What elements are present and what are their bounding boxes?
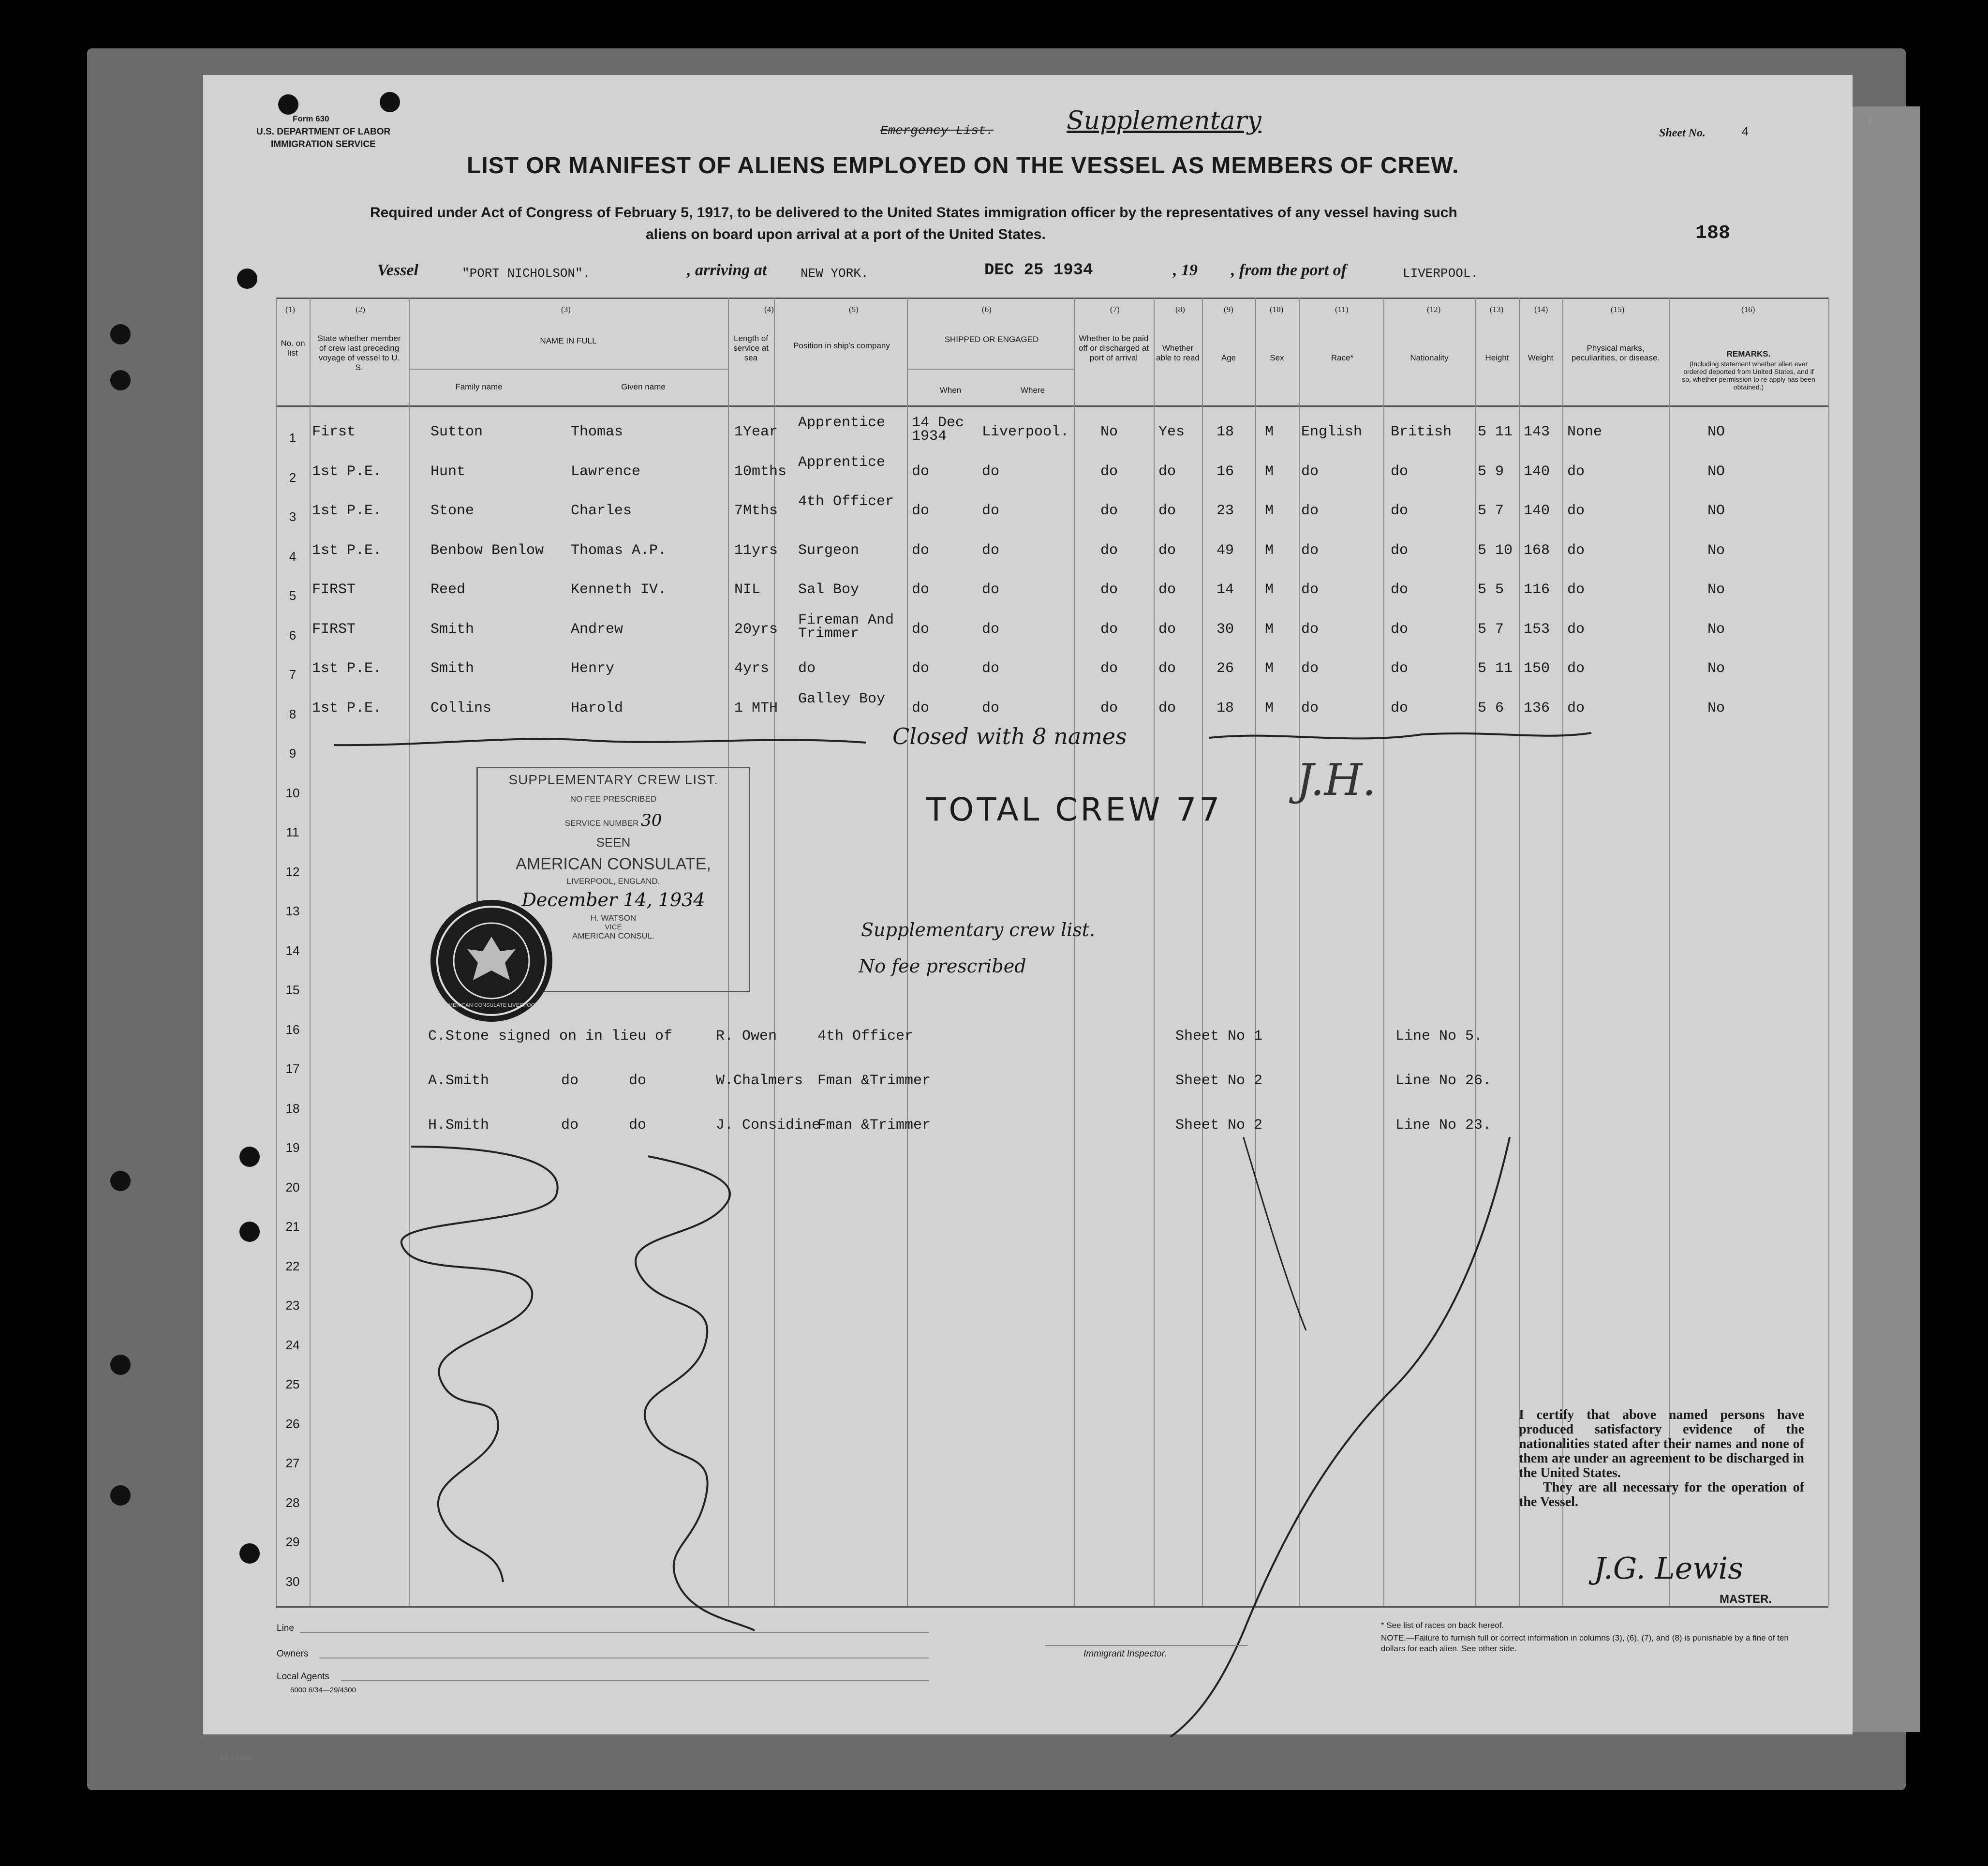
crew-nationality: do: [1391, 542, 1409, 559]
crew-remarks: NO: [1707, 424, 1725, 440]
footer-line-rule: [300, 1632, 929, 1633]
crew-race: do: [1301, 542, 1319, 559]
header-weight: Weight: [1528, 353, 1554, 362]
total-crew: TOTAL CREW 77: [926, 791, 1223, 828]
stamp-service-number-value: 30: [641, 811, 662, 830]
crew-race: do: [1301, 582, 1319, 598]
stamp-title: SUPPLEMENTARY CREW LIST.: [508, 772, 718, 787]
col-rule: [1828, 298, 1829, 1606]
crew-race: do: [1301, 463, 1319, 480]
shipped-header-rule: [907, 369, 1074, 370]
crew-position: Apprentice: [798, 415, 886, 431]
punch-hole: [239, 1222, 260, 1242]
sub-in-lieu: signed on in lieu of: [498, 1028, 673, 1045]
row-number: 24: [285, 1337, 300, 1352]
crew-position: Galley Boy: [798, 690, 886, 707]
crew-given-name: Charles: [571, 503, 632, 519]
master-signature: J.G. Lewis: [1594, 1551, 1744, 1586]
row-number: 17: [285, 1061, 300, 1076]
row-number: 19: [285, 1140, 300, 1155]
stamp-title2: VICE: [605, 923, 622, 931]
crew-nationality: do: [1391, 582, 1409, 598]
col-number: (11): [1335, 305, 1349, 314]
page-number: 188: [1695, 223, 1731, 244]
crew-remarks: NO: [1707, 503, 1725, 519]
crew-able-read: do: [1158, 621, 1176, 638]
crew-paid-off: do: [1100, 503, 1118, 519]
row-number: 11: [286, 825, 299, 839]
crew-paid-off: do: [1100, 660, 1118, 677]
row-number: 12: [285, 864, 300, 879]
crew-weight: 143: [1524, 424, 1550, 440]
row-number: 30: [285, 1574, 300, 1589]
header-given-name: Given name: [621, 382, 666, 391]
crew-race: do: [1301, 503, 1319, 519]
crew-shipped-where: do: [982, 621, 1000, 638]
row-number: 23: [285, 1298, 300, 1313]
header-height: Height: [1485, 353, 1509, 362]
crew-remarks: No: [1707, 582, 1725, 598]
certification-necessary: They are all necessary for the operation of the Vessel.: [1519, 1480, 1804, 1509]
crew-weight: 136: [1524, 700, 1550, 717]
corner-mark: 3: [1866, 115, 1871, 127]
sub-crew-name: H.Smith: [428, 1117, 490, 1134]
col-number: (12): [1427, 305, 1441, 314]
crew-age: 30: [1217, 621, 1234, 638]
crew-sex: M: [1265, 542, 1274, 559]
crew-physical-marks: do: [1567, 582, 1585, 598]
stamp-service-number: [478, 811, 749, 830]
crew-weight: 140: [1524, 463, 1550, 480]
crew-position: Fireman And Trimmer: [798, 612, 894, 642]
crew-able-read: do: [1158, 660, 1176, 677]
header-able-read: Whether able to read: [1156, 343, 1200, 362]
list-type-struck: Emergency List.: [880, 123, 994, 138]
col-number: (3): [561, 305, 571, 314]
crew-shipped-when: do: [912, 542, 930, 559]
service-name: IMMIGRATION SERVICE: [271, 139, 376, 149]
crew-state: 1st P.E.: [312, 463, 382, 480]
crew-height: 5 10: [1478, 542, 1513, 559]
header-length-service: Length of service at sea: [733, 334, 769, 362]
crew-height: 5 11: [1478, 424, 1513, 440]
footer-inspector: Immigrant Inspector.: [1083, 1649, 1167, 1659]
crew-nationality: British: [1391, 424, 1452, 440]
crew-race: do: [1301, 700, 1319, 717]
sub-sheet: Sheet No 2: [1175, 1117, 1263, 1134]
crew-race: do: [1301, 621, 1319, 638]
crew-service-length: 1 MTH: [734, 700, 778, 717]
punch-hole: [110, 1355, 131, 1375]
crew-able-read: do: [1158, 582, 1176, 598]
header-age: Age: [1221, 353, 1236, 362]
sub-replaced-name: W.Chalmers: [716, 1073, 803, 1089]
header-remarks: REMARKS.: [1726, 349, 1771, 358]
crew-sex: M: [1265, 582, 1274, 598]
crew-paid-off: do: [1100, 463, 1118, 480]
crew-service-length: NIL: [734, 582, 761, 598]
crew-shipped-where: Liverpool.: [982, 424, 1069, 440]
crew-remarks: NO: [1707, 463, 1725, 480]
col-number: (9): [1224, 305, 1233, 314]
from-label: , from the port of: [1231, 261, 1347, 279]
crew-height: 5 7: [1478, 503, 1504, 519]
footer-owners-rule: [319, 1657, 929, 1658]
vessel-name: "PORT NICHOLSON".: [462, 266, 591, 281]
sub-position: Fman &Trimmer: [817, 1073, 931, 1089]
header-where: Where: [1020, 386, 1045, 395]
crew-given-name: Thomas: [571, 424, 623, 440]
crew-able-read: Yes: [1158, 424, 1185, 440]
header-physical: Physical marks, peculiarities, or disease.: [1571, 343, 1660, 362]
crew-sex: M: [1265, 424, 1274, 440]
crew-position: do: [798, 660, 816, 677]
sub-in-lieu: do: [561, 1073, 579, 1089]
row-number: 26: [285, 1416, 300, 1431]
crew-physical-marks: None: [1567, 424, 1602, 440]
inspector-initials: J.H.: [1296, 755, 1376, 806]
crew-sex: M: [1265, 700, 1274, 717]
header-paid-off: Whether to be paid off or discharged at port of arrival: [1078, 334, 1149, 362]
crew-nationality: do: [1391, 621, 1409, 638]
crew-able-read: do: [1158, 700, 1176, 717]
crew-service-length: 7Mths: [734, 503, 778, 519]
crew-family-name: Sutton: [430, 424, 483, 440]
crew-paid-off: No: [1100, 424, 1118, 440]
header-when: When: [939, 386, 962, 395]
header-shipped: SHIPPED OR ENGAGED: [944, 335, 1039, 344]
crew-shipped-when: do: [912, 700, 930, 717]
sheet-number: 4: [1741, 125, 1749, 139]
col-number: (16): [1741, 305, 1755, 314]
crew-race: do: [1301, 660, 1319, 677]
row-number: 7: [289, 667, 297, 682]
crew-family-name: Hunt: [430, 463, 466, 480]
col-number: (7): [1110, 305, 1120, 314]
col-number: (1): [285, 305, 295, 314]
crew-shipped-when: do: [912, 582, 930, 598]
row-number: 14: [285, 943, 300, 958]
row-number: 6: [289, 627, 297, 642]
certification-statement: I certify that above named persons have produced satisfactory evidence of the nationalities stated after their names and none of them are under an agreement to be discharged in the United States.: [1519, 1407, 1804, 1480]
col-rule: [276, 298, 277, 1606]
crew-physical-marks: do: [1567, 621, 1585, 638]
page-title: LIST OR MANIFEST OF ALIENS EMPLOYED ON THE VESSEL AS MEMBERS OF CREW.: [467, 153, 1459, 179]
row-number: 2: [289, 470, 297, 485]
crew-state: FIRST: [312, 582, 356, 598]
row-number: 15: [285, 983, 300, 997]
row-number: 21: [285, 1219, 300, 1234]
row-number: 9: [289, 746, 297, 761]
crew-family-name: Smith: [430, 621, 475, 638]
crew-service-length: 11yrs: [734, 542, 778, 559]
sub-crew-name: A.Smith: [428, 1073, 490, 1089]
crew-age: 49: [1217, 542, 1234, 559]
crew-shipped-where: do: [982, 463, 1000, 480]
sub-sheet: Sheet No 2: [1175, 1073, 1263, 1089]
crew-given-name: Andrew: [571, 621, 623, 638]
col-number: (13): [1490, 305, 1504, 314]
col-number: (10): [1270, 305, 1284, 314]
crew-physical-marks: do: [1567, 463, 1585, 480]
row-number: 13: [285, 904, 300, 918]
arriving-label: , arriving at: [687, 261, 767, 279]
col-number: (8): [1175, 305, 1185, 314]
row-number: 10: [285, 785, 300, 800]
header-sex: Sex: [1270, 353, 1284, 362]
crew-remarks: No: [1707, 700, 1725, 717]
header-nationality: Nationality: [1410, 353, 1449, 362]
master-label: MASTER.: [1720, 1593, 1772, 1606]
crew-family-name: Reed: [430, 582, 466, 598]
arrival-date-stamp: DEC 25 1934: [984, 261, 1093, 280]
col-number: (6): [982, 305, 992, 314]
crew-state: 1st P.E.: [312, 503, 382, 519]
crew-nationality: do: [1391, 700, 1409, 717]
crew-position: Sal Boy: [798, 582, 860, 598]
crew-family-name: Collins: [430, 700, 492, 717]
crew-weight: 140: [1524, 503, 1550, 519]
inspector-rule: [1045, 1645, 1248, 1646]
header-position: Position in ship's company: [793, 341, 890, 350]
crew-family-name: Smith: [430, 660, 475, 677]
crew-shipped-when: 14 Dec 1934: [912, 415, 964, 445]
row-number: 8: [289, 706, 297, 721]
crew-age: 18: [1217, 424, 1234, 440]
crew-weight: 168: [1524, 542, 1550, 559]
crew-shipped-when: do: [912, 503, 930, 519]
eagle-seal-icon: [433, 903, 549, 1019]
crew-family-name: Stone: [430, 503, 475, 519]
crew-position: Apprentice: [798, 454, 886, 471]
crew-shipped-where: do: [982, 700, 1000, 717]
crew-age: 14: [1217, 582, 1234, 598]
stamp-seen: SEEN: [596, 835, 631, 850]
punch-hole: [110, 324, 131, 344]
crew-sex: M: [1265, 463, 1274, 480]
sub-sheet: Sheet No 1: [1175, 1028, 1263, 1045]
sub-in-lieu: do: [561, 1117, 579, 1134]
row-number: 28: [285, 1495, 300, 1510]
header-no-on-list: No. on list: [281, 339, 305, 358]
sub-line: Line No 23.: [1395, 1117, 1492, 1134]
col-rule: [310, 298, 311, 1606]
sub-crew-name: C.Stone: [428, 1028, 490, 1045]
crew-age: 23: [1217, 503, 1234, 519]
crew-nationality: do: [1391, 660, 1409, 677]
crew-shipped-where: do: [982, 660, 1000, 677]
row-number: 22: [285, 1258, 300, 1273]
row-number: 25: [285, 1377, 300, 1391]
col-number: (15): [1611, 305, 1625, 314]
crew-paid-off: do: [1100, 582, 1118, 598]
crew-sex: M: [1265, 660, 1274, 677]
form-number: Form 630: [293, 114, 329, 123]
row-number: 18: [285, 1101, 300, 1116]
crew-able-read: do: [1158, 542, 1176, 559]
punch-hole: [110, 1171, 131, 1191]
crew-physical-marks: do: [1567, 503, 1585, 519]
stamp-consulate: AMERICAN CONSULATE,: [516, 855, 711, 873]
sub-ditto: do: [629, 1073, 647, 1089]
crew-shipped-where: do: [982, 542, 1000, 559]
footer-local-agents: Local Agents: [277, 1672, 329, 1682]
row-number: 5: [289, 588, 297, 603]
row-number: 27: [285, 1456, 300, 1470]
sub-line: Line No 26.: [1395, 1073, 1492, 1089]
crew-paid-off: do: [1100, 542, 1118, 559]
row-number: 1: [289, 431, 297, 445]
crew-shipped-where: do: [982, 503, 1000, 519]
crew-weight: 150: [1524, 660, 1550, 677]
name-header-rule: [409, 369, 728, 370]
footer-owners: Owners: [277, 1649, 309, 1659]
crew-age: 18: [1217, 700, 1234, 717]
crew-shipped-where: do: [982, 582, 1000, 598]
crew-nationality: do: [1391, 503, 1409, 519]
consulate-seal: [430, 900, 552, 1022]
crew-height: 5 9: [1478, 463, 1504, 480]
crew-shipped-when: do: [912, 621, 930, 638]
punch-hole: [278, 94, 298, 115]
stamp-date: December 14, 1934: [521, 889, 705, 911]
crew-given-name: Lawrence: [571, 463, 641, 480]
crew-weight: 116: [1524, 582, 1550, 598]
crew-state: 1st P.E.: [312, 700, 382, 717]
punch-hole: [239, 1147, 260, 1167]
table-top-rule: [276, 298, 1828, 299]
crew-height: 5 6: [1478, 700, 1504, 717]
crew-physical-marks: do: [1567, 700, 1585, 717]
stamp-consul: AMERICAN CONSUL.: [572, 931, 655, 940]
list-type-handwritten: Supplementary: [1067, 106, 1261, 135]
row-number: 4: [289, 549, 297, 564]
crew-sex: M: [1265, 621, 1274, 638]
crew-race: English: [1301, 424, 1363, 440]
stamp-officer: H. WATSON: [590, 913, 637, 923]
header-race: Race*: [1331, 353, 1354, 362]
row-number: 16: [285, 1022, 300, 1037]
crew-state: FIRST: [312, 621, 356, 638]
crew-position: 4th Officer: [798, 493, 894, 510]
punch-hole: [239, 1543, 260, 1564]
crew-state: 1st P.E.: [312, 660, 382, 677]
crew-sex: M: [1265, 503, 1274, 519]
crew-remarks: No: [1707, 621, 1725, 638]
sub-replaced-name: J. Considine: [716, 1117, 821, 1134]
col-number: (2): [356, 305, 365, 314]
crew-state: 1st P.E.: [312, 542, 382, 559]
crew-age: 16: [1217, 463, 1234, 480]
col-number: (14): [1534, 305, 1548, 314]
department-name: U.S. DEPARTMENT OF LABOR: [256, 127, 391, 137]
col-number: (5): [849, 305, 859, 314]
crew-given-name: Henry: [571, 660, 615, 677]
crew-paid-off: do: [1100, 700, 1118, 717]
subtitle-line-1: Required under Act of Congress of February 5, 1917, to be delivered to the United States immigration officer by the representatives of any vessel having such: [370, 205, 1457, 221]
crew-shipped-when: do: [912, 463, 930, 480]
subtitle-line-2: aliens on board upon arrival at a port of the United States.: [646, 226, 1046, 242]
arriving-port: NEW YORK.: [801, 266, 869, 281]
crew-able-read: do: [1158, 503, 1176, 519]
certification-text: [1519, 1408, 1804, 1509]
row-number: 3: [289, 509, 297, 524]
crew-paid-off: do: [1100, 621, 1118, 638]
crew-position: Surgeon: [798, 542, 860, 559]
crew-able-read: do: [1158, 463, 1176, 480]
stamp-location: LIVERPOOL, ENGLAND.: [566, 877, 660, 886]
supplementary-note-line-1: Supplementary crew list.: [861, 919, 1096, 940]
footer-races-note: * See list of races on back hereof.: [1381, 1621, 1504, 1630]
crew-height: 5 11: [1478, 660, 1513, 677]
crew-service-length: 10mths: [734, 463, 787, 480]
sheet-label: Sheet No.: [1659, 127, 1706, 139]
punch-hole: [110, 1485, 131, 1506]
footer-note: NOTE.—Failure to furnish full or correct information in columns (3), (6), (7), and (8) is punishable by a fine of ten dollars for each alien. See other side.: [1381, 1633, 1789, 1653]
crew-service-length: 1Year: [734, 424, 778, 440]
closed-note: Closed with 8 names: [892, 723, 1127, 749]
header-state: State whether member of crew last preceding voyage of vessel to U. S.: [317, 334, 401, 372]
sub-position: 4th Officer: [817, 1028, 914, 1045]
crew-given-name: Kenneth IV.: [571, 582, 667, 598]
stamp-fee: NO FEE PRESCRIBED: [570, 794, 657, 804]
crew-height: 5 5: [1478, 582, 1504, 598]
footer-line: Line: [277, 1623, 294, 1633]
crew-service-length: 4yrs: [734, 660, 770, 677]
sub-replaced-name: R. Owen: [716, 1028, 777, 1045]
header-family-name: Family name: [455, 382, 503, 391]
crew-height: 5 7: [1478, 621, 1504, 638]
punch-hole: [110, 370, 131, 390]
crew-weight: 153: [1524, 621, 1550, 638]
crew-remarks: No: [1707, 660, 1725, 677]
sub-ditto: do: [629, 1117, 647, 1134]
header-bottom-rule: [276, 405, 1828, 407]
supplementary-note-line-2: No fee prescribed: [859, 955, 1026, 977]
vessel-label: Vessel: [377, 261, 418, 279]
crew-remarks: No: [1707, 542, 1725, 559]
footer-agents-rule: [341, 1680, 929, 1681]
crew-shipped-when: do: [912, 660, 930, 677]
crew-physical-marks: do: [1567, 660, 1585, 677]
seal-text: AMERICAN CONSULATE LIVERPOOL: [445, 1002, 538, 1008]
crew-state: First: [312, 424, 356, 440]
crew-physical-marks: do: [1567, 542, 1585, 559]
year-label: , 19: [1173, 261, 1198, 279]
footer-print-code: 6000 6/34—29/4300: [290, 1686, 356, 1694]
from-port: LIVERPOOL.: [1403, 266, 1479, 281]
row-number: 29: [285, 1535, 300, 1549]
row-number: 20: [285, 1179, 300, 1194]
punch-hole: [380, 92, 400, 112]
crew-given-name: Harold: [571, 700, 623, 717]
edge-mark: 14—1246: [220, 1754, 252, 1762]
crew-service-length: 20yrs: [734, 621, 778, 638]
crew-age: 26: [1217, 660, 1234, 677]
sub-line: Line No 5.: [1395, 1028, 1483, 1045]
crew-family-name: Benbow Benlow: [430, 542, 544, 559]
header-name-in-full: NAME IN FULL: [540, 336, 597, 345]
stamp-service-number-label: SERVICE NUMBER: [564, 819, 639, 828]
header-remarks-note: (Including statement whether alien ever ordered deported from United States, and if so, whether permission to re-apply has been obtained.): [1682, 360, 1815, 391]
crew-nationality: do: [1391, 463, 1409, 480]
col-number: (4): [764, 305, 774, 314]
sub-position: Fman &Trimmer: [817, 1117, 931, 1134]
punch-hole: [237, 269, 257, 289]
crew-given-name: Thomas A.P.: [571, 542, 667, 559]
